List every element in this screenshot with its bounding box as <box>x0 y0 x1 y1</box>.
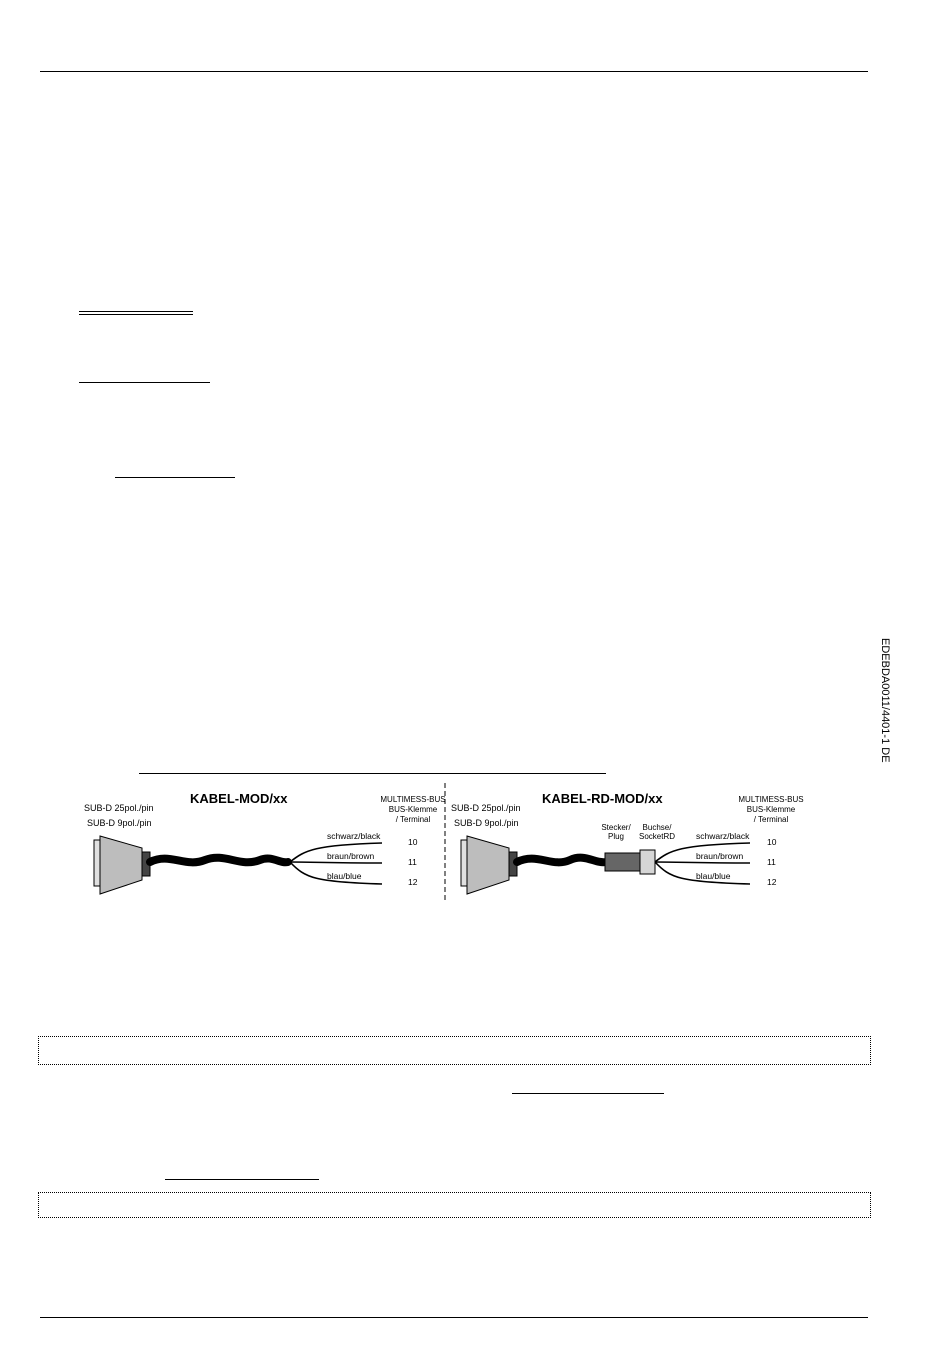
left-wire-label-blue: blau/blue <box>327 871 362 881</box>
heading-double-underline <box>79 311 193 315</box>
heading-underline <box>79 382 210 383</box>
left-terminal-10: 10 <box>408 837 418 847</box>
inline-underline-2 <box>165 1179 319 1180</box>
right-bus-header-2: BUS-Klemme <box>746 805 796 814</box>
document-code-text: EDEBDA0011/4401-1 DE <box>879 638 891 763</box>
right-sub-d-25: SUB-D 25pol./pin <box>451 803 521 813</box>
note-box-2 <box>38 1192 871 1218</box>
inline-underline <box>512 1093 664 1094</box>
socket-label-2: SocketRD <box>638 832 676 841</box>
right-wire-label-blue: blau/blue <box>696 871 731 881</box>
right-terminal-11: 11 <box>767 857 776 867</box>
right-wire-label-black: schwarz/black <box>696 831 750 841</box>
left-bus-header-3: / Terminal <box>395 815 431 824</box>
left-sub-d-connector <box>94 836 150 894</box>
left-wire-brown <box>290 862 382 863</box>
subheading-underline <box>115 477 235 478</box>
left-wire-label-brown: braun/brown <box>327 851 375 861</box>
left-sub-d-25: SUB-D 25pol./pin <box>84 803 154 813</box>
left-bus-header-2: BUS-Klemme <box>388 805 438 814</box>
diagram-caption-underline <box>139 773 606 774</box>
left-cable <box>150 858 288 863</box>
left-title: KABEL-MOD/xx <box>190 791 288 806</box>
footer-rule <box>40 1317 868 1318</box>
right-sub-d-9: SUB-D 9pol./pin <box>454 818 519 828</box>
left-terminal-12: 12 <box>408 877 418 887</box>
right-title: KABEL-RD-MOD/xx <box>542 791 663 806</box>
socket-body <box>640 850 655 874</box>
cable-diagram <box>0 780 950 910</box>
left-bus-header-1: MULTIMESS-BUS <box>380 795 446 804</box>
right-wire-label-brown: braun/brown <box>696 851 744 861</box>
right-cable <box>517 858 606 863</box>
right-bus-header-3: / Terminal <box>753 815 789 824</box>
right-bus-header-1: MULTIMESS-BUS <box>738 795 804 804</box>
plug-label-2: Plug <box>607 832 625 841</box>
left-terminal-11: 11 <box>408 857 417 867</box>
plug-body <box>605 853 641 871</box>
left-sub-d-9: SUB-D 9pol./pin <box>87 818 152 828</box>
right-wire-brown <box>655 862 750 863</box>
plug-label-1: Stecker/ <box>601 823 631 832</box>
right-terminal-10: 10 <box>767 837 777 847</box>
document-code <box>879 638 909 763</box>
header-rule <box>40 71 868 72</box>
left-wire-label-black: schwarz/black <box>327 831 381 841</box>
note-box <box>38 1036 871 1065</box>
right-terminal-12: 12 <box>767 877 777 887</box>
right-sub-d-connector <box>461 836 517 894</box>
socket-label-1: Buchse/ <box>642 823 672 832</box>
